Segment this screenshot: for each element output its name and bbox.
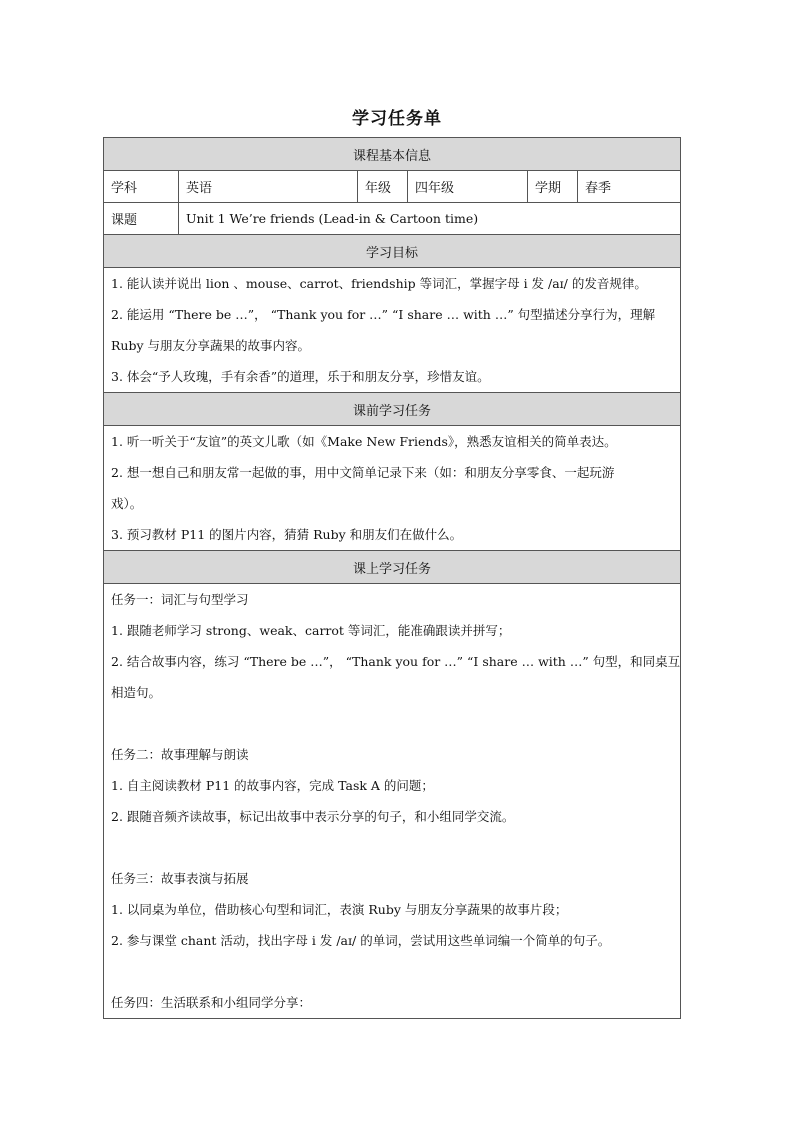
info-row-subject — [104, 171, 681, 203]
section-header-goals: 学习目标 — [104, 235, 681, 268]
goal-item: Ruby 与朋友分享蔬果的故事内容。 — [111, 338, 310, 353]
pre-task-item: 1. 听一听关于“友谊”的英文儿歌（如《Make New Friends》，熟悉友谊相关的简单表达。 — [111, 434, 617, 449]
topic-label: 课题 — [104, 203, 179, 235]
task1-item: 1. 跟随老师学习 strong、weak、carrot 等词汇，能准确跟读并拼写； — [111, 623, 511, 638]
grade-label: 年级 — [358, 171, 408, 203]
spacer — [111, 956, 673, 987]
goals-content — [104, 268, 681, 393]
task-sheet-table — [103, 137, 681, 1019]
subject-value: 英语 — [179, 171, 358, 203]
pre-task-item: 戏）。 — [111, 496, 143, 511]
task3-item: 1. 以同桌为单位，借助核心句型和词汇，表演 Ruby 与朋友分享蔬果的故事片段； — [111, 902, 568, 917]
goal-item: 2. 能运用 “There be …”， “Thank you for …” “I share … with …” 句型描述分享行为，理解 — [111, 307, 656, 322]
goal-item: 1. 能认读并说出 lion 、mouse、carrot、friendship 等词汇，掌握字母 i 发 /aɪ/ 的发音规律。 — [111, 276, 647, 291]
pre-task-item: 2. 想一想自己和朋友常一起做的事，用中文简单记录下来（如：和朋友分享零食、一起玩游 — [111, 465, 615, 480]
grade-value: 四年级 — [408, 171, 528, 203]
task2-heading: 任务二：故事理解与朗读 — [111, 747, 249, 762]
task2-item: 1. 自主阅读教材 P11 的故事内容，完成 Task A 的问题； — [111, 778, 434, 793]
section-header-basic-info: 课程基本信息 — [104, 138, 681, 171]
task3-item: 2. 参与课堂 chant 活动，找出字母 i 发 /aɪ/ 的单词，尝试用这些单词编一个简单的句子。 — [111, 933, 611, 948]
section-header-pre-class: 课前学习任务 — [104, 393, 681, 426]
pre-class-content — [104, 426, 681, 551]
task1-item: 相造句。 — [111, 685, 162, 700]
spacer — [111, 708, 673, 739]
task1-item: 2. 结合故事内容，练习 “There be …”， “Thank you for …” “I share … with …” 句型，和同桌互 — [111, 654, 681, 669]
task1-heading: 任务一：词汇与句型学习 — [111, 592, 249, 607]
goal-item: 3. 体会“予人玫瑰，手有余香”的道理，乐于和朋友分享，珍惜友谊。 — [111, 369, 490, 384]
info-row-topic — [104, 203, 681, 235]
in-class-content — [104, 584, 681, 1019]
term-label: 学期 — [528, 171, 578, 203]
topic-value: Unit 1 We’re friends (Lead-in & Cartoon time) — [179, 203, 681, 235]
subject-label: 学科 — [104, 171, 179, 203]
section-header-in-class: 课上学习任务 — [104, 551, 681, 584]
task3-heading: 任务三：故事表演与拓展 — [111, 871, 249, 886]
task4-heading: 任务四：生活联系和小组同学分享： — [111, 995, 312, 1010]
spacer — [111, 832, 673, 863]
task2-item: 2. 跟随音频齐读故事，标记出故事中表示分享的句子，和小组同学交流。 — [111, 809, 515, 824]
term-value: 春季 — [578, 171, 681, 203]
pre-task-item: 3. 预习教材 P11 的图片内容，猜猜 Ruby 和朋友们在做什么。 — [111, 527, 463, 542]
page-title: 学习任务单 — [352, 109, 442, 129]
